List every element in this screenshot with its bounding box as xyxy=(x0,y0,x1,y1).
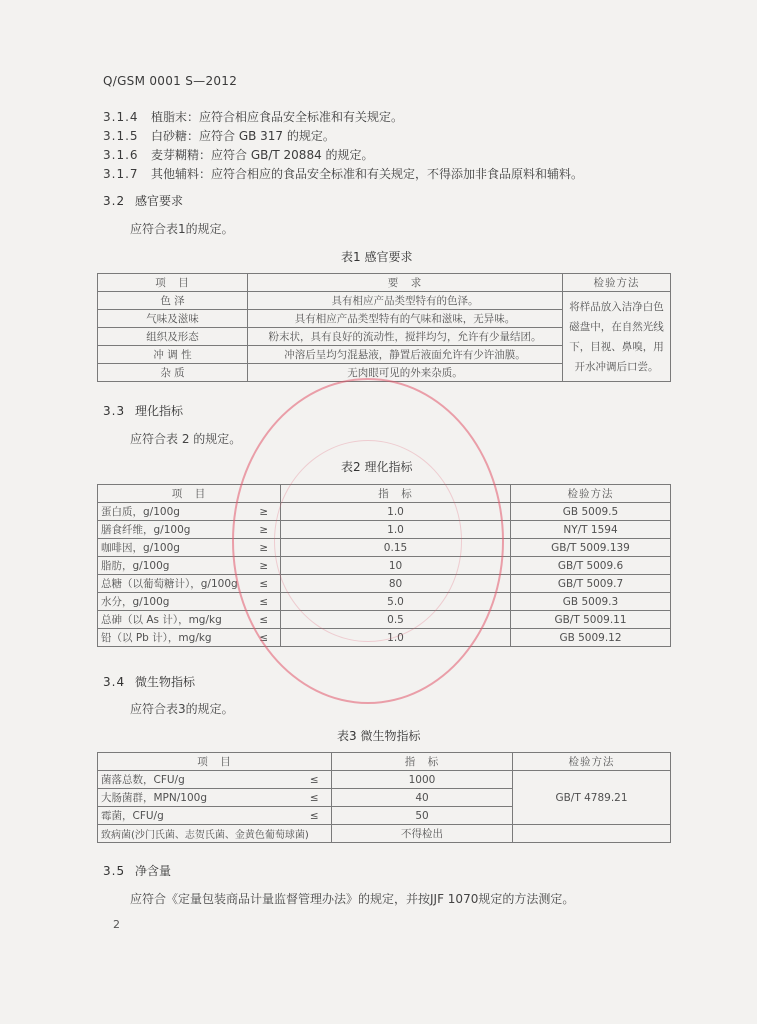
table-header: 项 目 xyxy=(98,485,281,503)
clause-3-1-4 xyxy=(103,108,403,125)
clause-text: 麦芽糊精：应符合 GB/T 20884 的规定。 xyxy=(151,148,374,162)
item-cell: 色 泽 xyxy=(98,292,248,310)
method-cell: GB 5009.3 xyxy=(511,593,671,611)
empty-cell xyxy=(513,825,671,843)
item-cell: 致病菌(沙门氏菌、志贺氏菌、金黄色葡萄球菌) xyxy=(98,825,332,843)
value-cell: 80 xyxy=(281,575,511,593)
section-paragraph: 应符合表3的规定。 xyxy=(130,702,234,716)
item-cell: 组织及形态 xyxy=(98,328,248,346)
table-row xyxy=(98,521,671,539)
value-cell: 10 xyxy=(281,557,511,575)
section-title: 净含量 xyxy=(135,864,172,878)
table-header: 项 目 xyxy=(98,753,332,771)
clause-number: 3.1.6 xyxy=(103,148,139,162)
section-title: 感官要求 xyxy=(135,194,184,208)
comparison-sign: ≤ xyxy=(248,629,281,647)
table-header: 指 标 xyxy=(281,485,511,503)
table-row xyxy=(98,292,671,310)
section-paragraph: 应符合表 2 的规定。 xyxy=(130,432,242,446)
method-cell: GB/T 4789.21 xyxy=(513,771,671,825)
value-cell: 0.5 xyxy=(281,611,511,629)
sensory-table xyxy=(97,273,671,382)
item-cell: 气味及滋味 xyxy=(98,310,248,328)
item-cell: 总砷（以 As 计），mg/kg xyxy=(98,611,248,629)
microbial-table xyxy=(97,752,671,843)
table-row xyxy=(98,825,671,843)
method-cell: GB/T 5009.6 xyxy=(511,557,671,575)
comparison-sign: ≥ xyxy=(248,557,281,575)
method-cell: GB/T 5009.7 xyxy=(511,575,671,593)
comparison-sign: ≥ xyxy=(248,539,281,557)
item-cell: 铅（以 Pb 计），mg/kg xyxy=(98,629,248,647)
value-cell: 1.0 xyxy=(281,503,511,521)
requirement-cell: 冲溶后呈均匀混悬液，静置后液面允许有少许油膜。 xyxy=(248,346,563,364)
value-cell: 5.0 xyxy=(281,593,511,611)
comparison-sign: ≤ xyxy=(298,807,332,825)
clause-text: 植脂末：应符合相应食品安全标准和有关规定。 xyxy=(151,110,404,124)
physicochemical-table xyxy=(97,484,671,647)
section-paragraph: 应符合《定量包装商品计量监督管理办法》的规定，并按JJF 1070规定的方法测定。 xyxy=(130,892,575,906)
method-cell: GB 5009.12 xyxy=(511,629,671,647)
section-heading-3-4 xyxy=(103,673,195,690)
section-heading-3-3 xyxy=(103,402,183,419)
section-number: 3.2 xyxy=(103,194,126,208)
table-header: 指 标 xyxy=(332,753,513,771)
section-title: 理化指标 xyxy=(135,404,184,418)
clause-3-1-6 xyxy=(103,146,374,163)
comparison-sign: ≤ xyxy=(248,593,281,611)
table-caption-3: 表3 微生物指标 xyxy=(337,729,421,743)
comparison-sign: ≥ xyxy=(248,503,281,521)
clause-number: 3.1.7 xyxy=(103,167,139,181)
requirement-cell: 粉末状，具有良好的流动性，搅拌均匀，允许有少量结团。 xyxy=(248,328,563,346)
comparison-sign: ≥ xyxy=(248,521,281,539)
table-header: 检验方法 xyxy=(563,274,671,292)
table-caption-2: 表2 理化指标 xyxy=(341,460,413,474)
requirement-cell: 具有相应产品类型特有的气味和滋味，无异味。 xyxy=(248,310,563,328)
standard-code: Q/GSM 0001 S—2012 xyxy=(103,74,238,88)
item-cell: 水分，g/100g xyxy=(98,593,248,611)
section-heading-3-2 xyxy=(103,192,183,209)
table-row xyxy=(98,593,671,611)
method-cell: NY/T 1594 xyxy=(511,521,671,539)
table-row xyxy=(98,611,671,629)
table-row xyxy=(98,503,671,521)
table-row xyxy=(98,539,671,557)
value-cell: 40 xyxy=(332,789,513,807)
method-cell: GB/T 5009.11 xyxy=(511,611,671,629)
clause-number: 3.1.4 xyxy=(103,110,139,124)
item-cell: 大肠菌群，MPN/100g xyxy=(98,789,298,807)
section-number: 3.3 xyxy=(103,404,126,418)
table-row xyxy=(98,771,671,789)
value-cell: 不得检出 xyxy=(332,825,513,843)
requirement-cell: 无肉眼可见的外来杂质。 xyxy=(248,364,563,382)
clause-text: 其他辅料：应符合相应的食品安全标准和有关规定，不得添加非食品原料和辅料。 xyxy=(151,167,584,181)
method-cell: 将样品放入洁净白色磁盘中，在自然光线下，目视、鼻嗅，用开水冲调后口尝。 xyxy=(563,292,671,382)
method-cell: GB/T 5009.139 xyxy=(511,539,671,557)
table-row xyxy=(98,557,671,575)
value-cell: 50 xyxy=(332,807,513,825)
value-cell: 1000 xyxy=(332,771,513,789)
item-cell: 咖啡因，g/100g xyxy=(98,539,248,557)
comparison-sign: ≤ xyxy=(248,611,281,629)
table-header: 要 求 xyxy=(248,274,563,292)
item-cell: 菌落总数，CFU/g xyxy=(98,771,298,789)
page-number: 2 xyxy=(113,918,120,931)
clause-number: 3.1.5 xyxy=(103,129,139,143)
value-cell: 1.0 xyxy=(281,629,511,647)
item-cell: 脂肪，g/100g xyxy=(98,557,248,575)
table-caption-1: 表1 感官要求 xyxy=(341,250,413,264)
item-cell: 膳食纤维，g/100g xyxy=(98,521,248,539)
section-heading-3-5 xyxy=(103,862,171,879)
item-cell: 蛋白质，g/100g xyxy=(98,503,248,521)
section-number: 3.5 xyxy=(103,864,126,878)
table-header: 检验方法 xyxy=(511,485,671,503)
table-row xyxy=(98,575,671,593)
table-row xyxy=(98,629,671,647)
item-cell: 杂 质 xyxy=(98,364,248,382)
comparison-sign: ≤ xyxy=(298,789,332,807)
section-paragraph: 应符合表1的规定。 xyxy=(130,222,234,236)
comparison-sign: ≤ xyxy=(248,575,281,593)
clause-3-1-7 xyxy=(103,165,583,182)
item-cell: 冲 调 性 xyxy=(98,346,248,364)
method-cell: GB 5009.5 xyxy=(511,503,671,521)
table-header: 项 目 xyxy=(98,274,248,292)
value-cell: 1.0 xyxy=(281,521,511,539)
requirement-cell: 具有相应产品类型特有的色泽。 xyxy=(248,292,563,310)
clause-3-1-5 xyxy=(103,127,335,144)
item-cell: 总糖（以葡萄糖计），g/100g xyxy=(98,575,248,593)
clause-text: 白砂糖：应符合 GB 317 的规定。 xyxy=(151,129,335,143)
item-cell: 霉菌，CFU/g xyxy=(98,807,298,825)
comparison-sign: ≤ xyxy=(298,771,332,789)
section-title: 微生物指标 xyxy=(135,675,196,689)
value-cell: 0.15 xyxy=(281,539,511,557)
table-header: 检验方法 xyxy=(513,753,671,771)
section-number: 3.4 xyxy=(103,675,126,689)
